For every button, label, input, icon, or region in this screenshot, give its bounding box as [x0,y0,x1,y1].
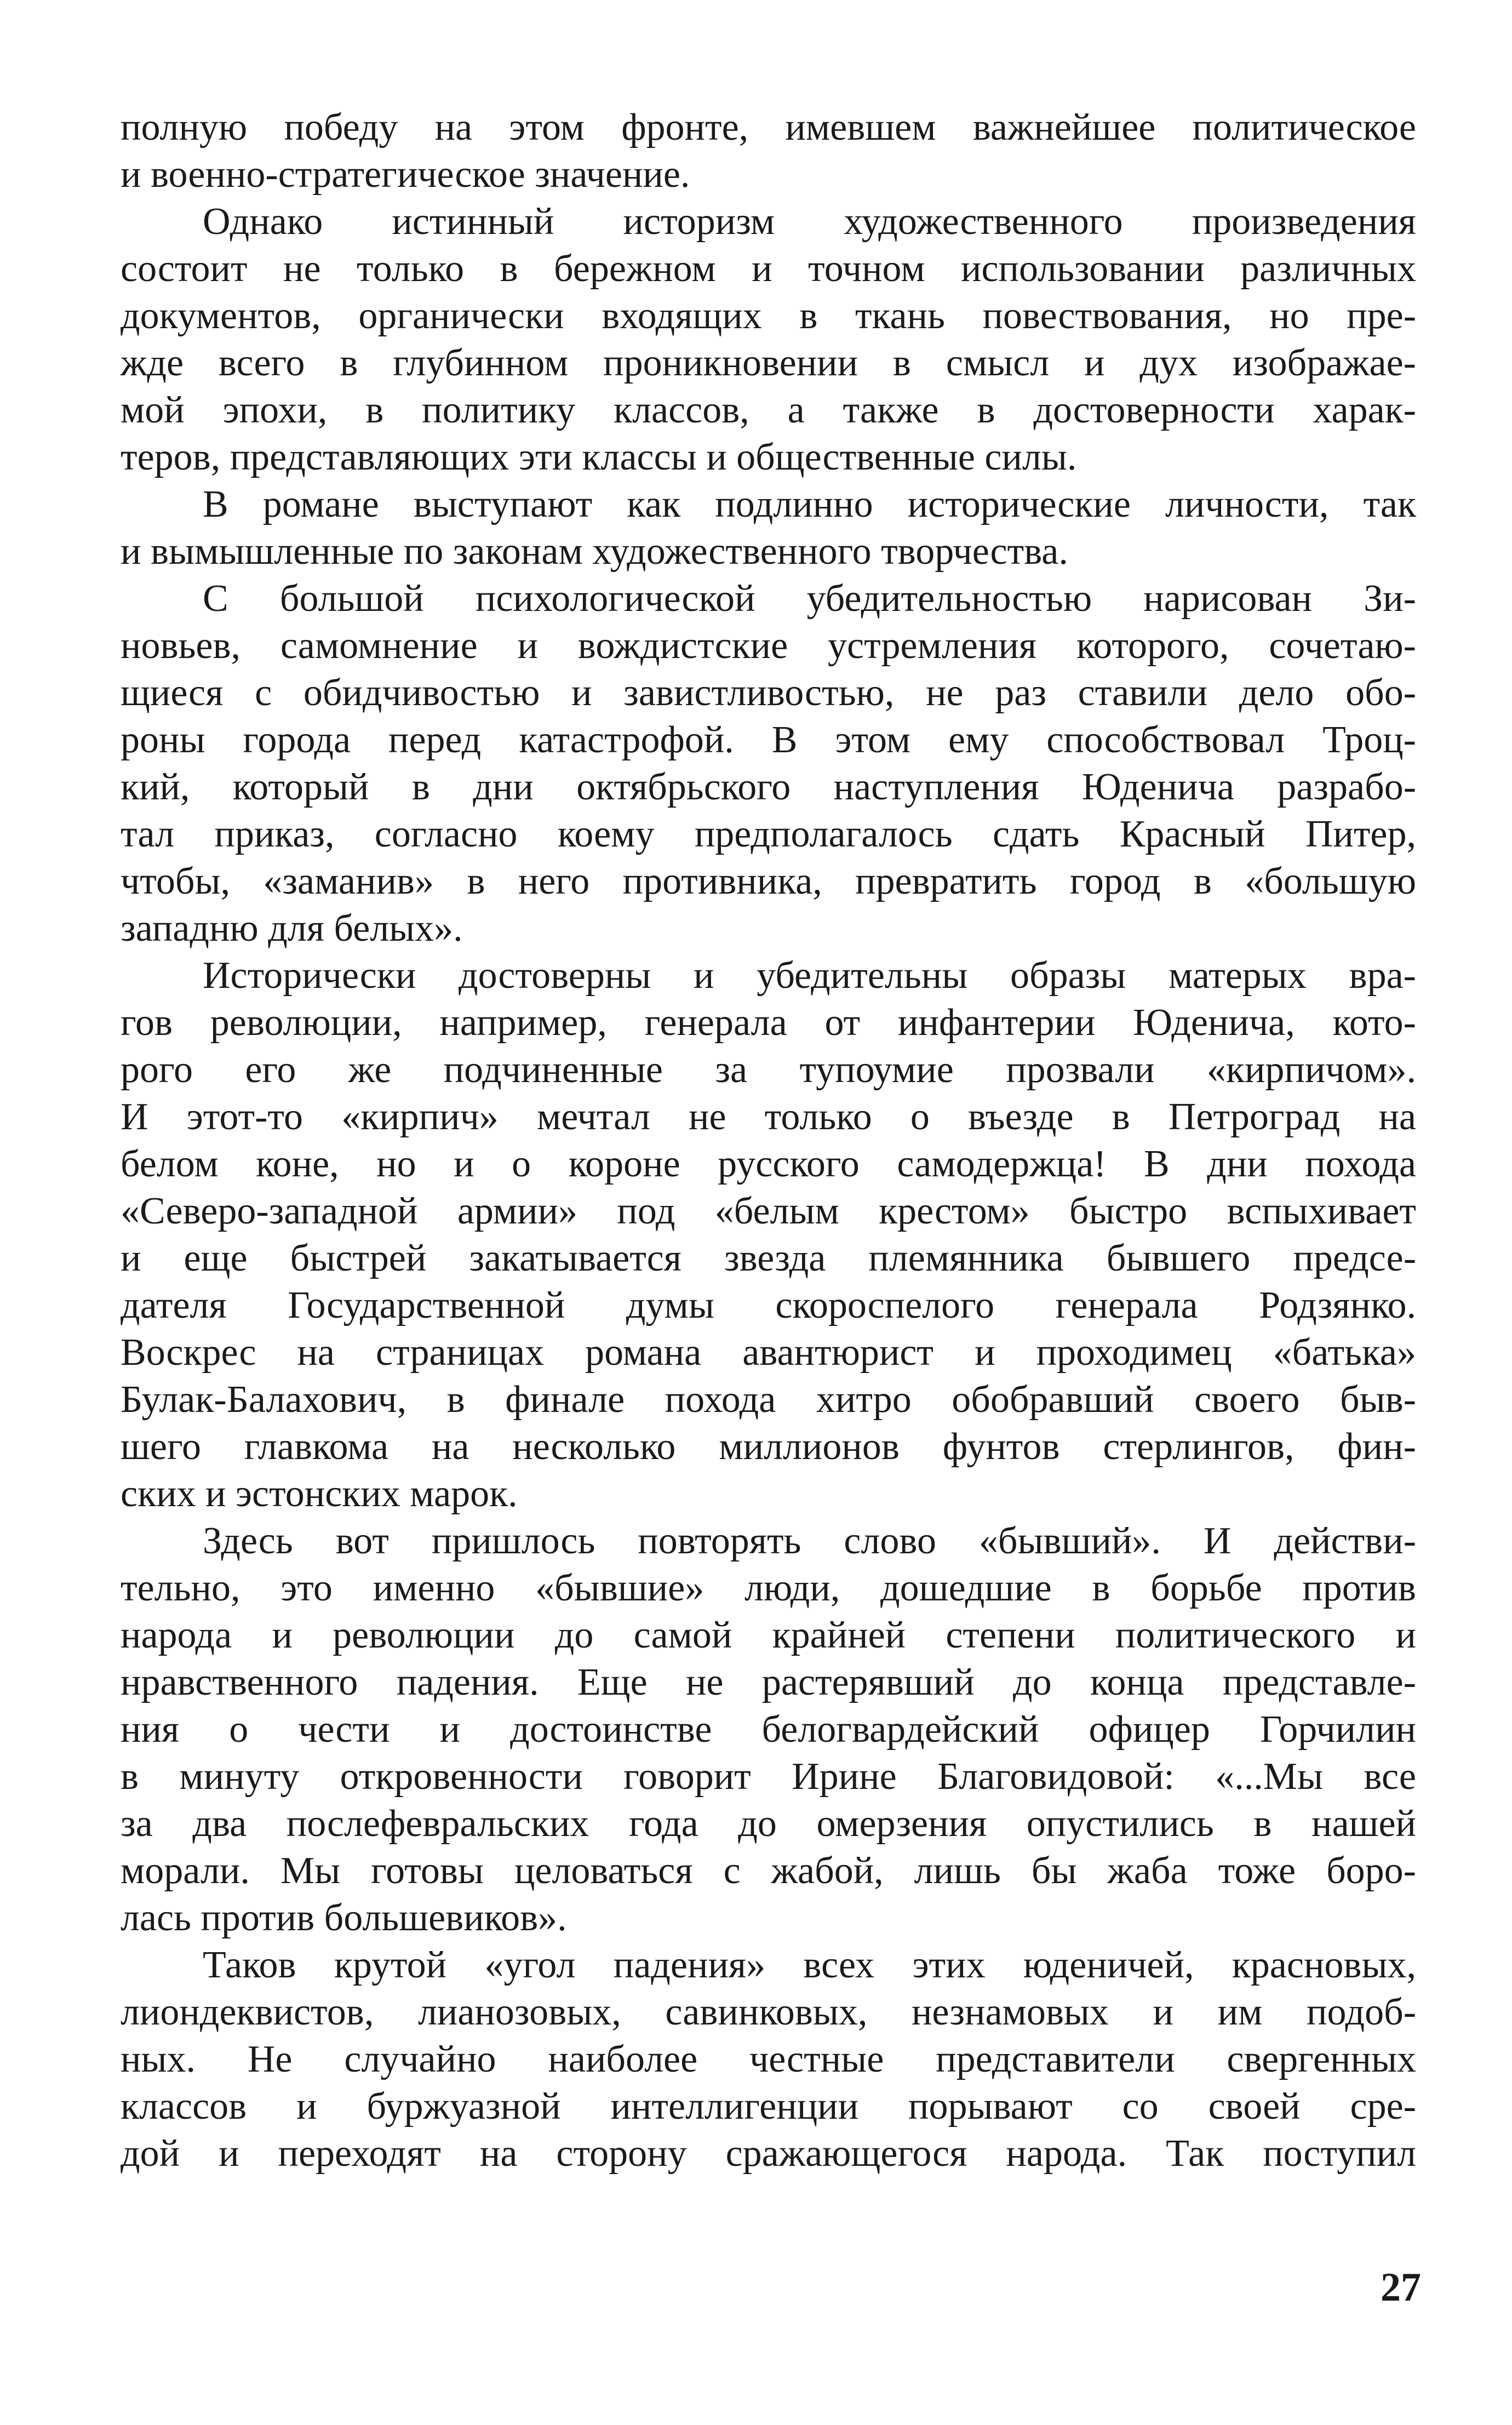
text-line: западню для белых». [121,907,463,950]
text-line: тал приказ, согласно коему предполагалось сдать Красный Питер, [121,813,1416,855]
text-line: дой и переходят на сторону сражающегося народа. Так поступил [121,2132,1416,2175]
text-line: И этот-то «кирпич» мечтал не только о въезде в Петроград на [121,1096,1416,1138]
text-line: Таков крутой «угол падения» всех этих юденичей, красновых, [203,1944,1416,1986]
text-line: состоит не только в бережном и точном использовании различных [121,248,1416,290]
text-line: теров, представляющих эти классы и общественные силы. [121,436,1077,478]
text-line: Однако истинный историзм художественного произведения [203,201,1416,243]
text-line: С большой психологической убедительностью нарисован Зи- [203,577,1416,620]
text-line: ских и эстонских марок. [121,1473,518,1515]
text-line: В романе выступают как подлинно исторические личности, так [203,483,1416,525]
text-line: Булак-Балахович, в финале похода хитро обобравший своего быв- [121,1379,1416,1421]
page-number: 27 [1381,2265,1421,2310]
text-line: гов революции, например, генерала от инфантерии Юденича, кото- [121,1002,1416,1044]
text-line: дателя Государственной думы скороспелого генерала Родзянко. [121,1284,1416,1326]
text-line: жде всего в глубинном проникновении в смысл и дух изображае- [121,342,1416,384]
text-line: чтобы, «заманив» в него противника, превратить город в «большую [121,860,1416,902]
text-line: и вымышленные по законам художественного творчества. [121,530,1068,573]
body-text [121,104,1416,2177]
text-line: новьев, самомнение и вождистские устремления которого, сочетаю- [121,625,1416,667]
text-line: морали. Мы готовы целоваться с жабой, лишь бы жаба тоже боро- [121,1850,1416,1892]
text-line: ных. Не случайно наиболее честные представители свергенных [121,2038,1416,2080]
text-line: рого его же подчиненные за тупоумие прозвали «кирпичом». [121,1049,1416,1091]
text-line: в минуту откровенности говорит Ирине Благовидовой: «...Мы все [121,1755,1416,1798]
text-line: щиеся с обидчивостью и завистливостью, не раз ставили дело обо- [121,672,1416,714]
text-line: кий, который в дни октябрьского наступления Юденича разрабо- [121,766,1416,808]
text-line: лась против большевиков». [121,1897,567,1939]
text-line: и военно-стратегическое значение. [121,153,690,196]
text-line: ния о чести и достоинстве белогвардейский офицер Горчилин [121,1708,1416,1751]
text-line: тельно, это именно «бывшие» люди, дошедшие в борьбе против [121,1567,1416,1609]
text-line: мой эпохи, в политику классов, а также в достоверности харак- [121,389,1416,431]
text-line: нравственного падения. Еще не растерявший до конца представле- [121,1661,1416,1703]
text-line: народа и революции до самой крайней степени политического и [121,1614,1416,1656]
text-line: и еще быстрей закатывается звезда племянника бывшего предсе- [121,1237,1416,1279]
text-line: документов, органически входящих в ткань повествования, но пре- [121,295,1416,337]
text-line: полную победу на этом фронте, имевшем важнейшее политическое [121,106,1416,148]
text-line: за два послефевральских года до омерзения опустились в нашей [121,1803,1416,1845]
text-line: белом коне, но и о короне русского самодержца! В дни похода [121,1143,1416,1185]
text-line: классов и буржуазной интеллигенции порывают со своей сре- [121,2085,1416,2127]
text-line: Здесь вот пришлось повторять слово «бывший». И действи- [203,1520,1416,1562]
text-line: роны города перед катастрофой. В этом ему способствовал Троц- [121,719,1416,761]
text-line: Исторически достоверны и убедительны образы матерых вра- [203,954,1416,997]
text-line: шего главкома на несколько миллионов фунтов стерлингов, фин- [121,1426,1416,1468]
text-line: лиондеквистов, лианозовых, савинковых, незнамовых и им подоб- [121,1991,1416,2033]
text-line: «Северо-западной армии» под «белым крестом» быстро вспыхивает [121,1190,1416,1232]
text-line: Воскрес на страницах романа авантюрист и проходимец «батька» [121,1331,1416,1374]
